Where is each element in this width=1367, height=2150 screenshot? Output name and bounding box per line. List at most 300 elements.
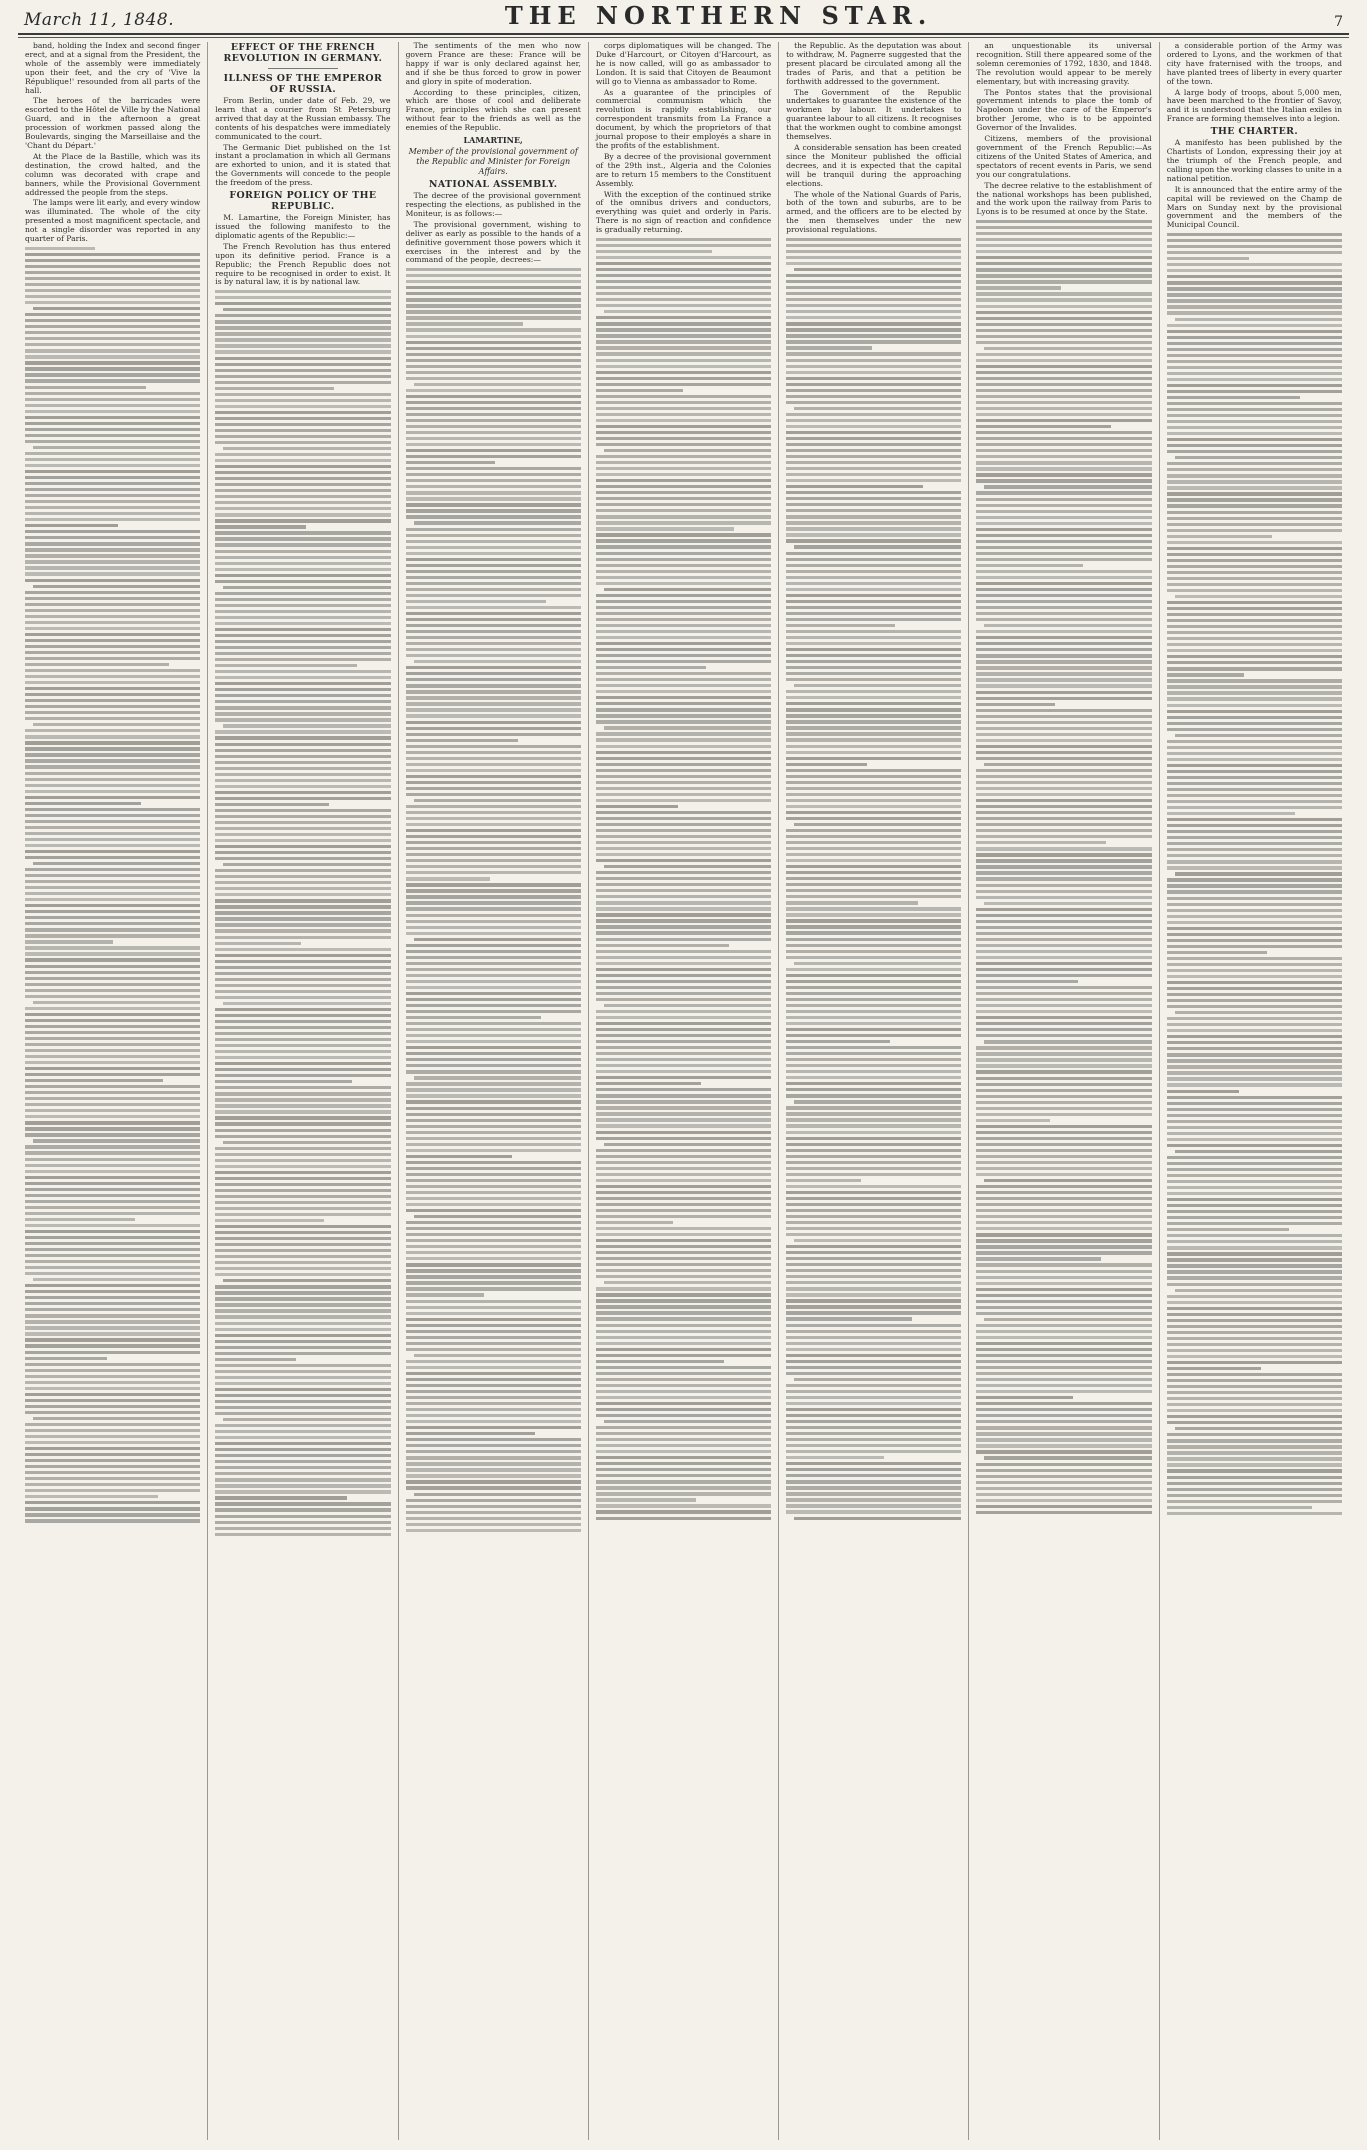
text-line [1167, 866, 1342, 869]
text-line [1167, 770, 1342, 773]
text-line [215, 887, 390, 890]
text-line [976, 805, 1151, 808]
text-line [1175, 1427, 1342, 1430]
text-line [1167, 577, 1342, 580]
text-line [33, 307, 200, 310]
text-line [786, 1179, 861, 1182]
text-line [786, 304, 961, 307]
text-line [406, 473, 581, 476]
text-line [25, 1037, 200, 1040]
text-line [786, 1402, 961, 1405]
text-line [596, 829, 771, 832]
text-line [406, 1173, 581, 1176]
text-line [215, 712, 390, 715]
text-line [786, 1040, 889, 1043]
text-line [786, 859, 961, 862]
text-line [406, 684, 581, 687]
text-line [406, 485, 581, 488]
text-line [25, 717, 200, 720]
text-line [786, 461, 961, 464]
text-line [406, 292, 581, 295]
text-line [976, 1270, 1151, 1273]
text-line [215, 562, 390, 565]
text-line [215, 1328, 390, 1331]
text-line [786, 539, 961, 542]
text-line [25, 1170, 200, 1173]
text-line [976, 859, 1151, 862]
text-line [1167, 1307, 1342, 1310]
text-line [596, 509, 771, 512]
text-line [596, 877, 771, 880]
text-line [406, 745, 581, 748]
text-line [596, 1064, 771, 1067]
text-line [215, 441, 390, 444]
text-line [406, 268, 581, 271]
text-line [596, 925, 771, 928]
text-line [215, 706, 390, 709]
text-line [786, 425, 961, 428]
text-line [406, 347, 581, 350]
text-line [406, 280, 581, 283]
text-line [1167, 1512, 1342, 1515]
text-line [406, 914, 581, 917]
text-line [596, 1348, 771, 1351]
text-line [976, 944, 1151, 947]
text-line [976, 552, 1151, 555]
text-line [25, 398, 200, 401]
text-line [1167, 685, 1342, 688]
text-line [596, 1082, 701, 1085]
text-line [596, 443, 771, 446]
text-line [215, 1086, 390, 1089]
text-line [25, 759, 200, 762]
text-line [1167, 504, 1342, 507]
text-line [406, 1402, 581, 1405]
article-paragraph: The Germanic Diet published on the 1st instant a proclamation in which all Germans are exhorted to union, and it is stated that the Governments will concede to the people the freedom of the press. [215, 142, 391, 188]
text-line [406, 1125, 581, 1128]
text-line [786, 769, 961, 772]
text-line [596, 383, 771, 386]
text-line [976, 1167, 1151, 1170]
text-line [1167, 679, 1342, 682]
column-4 [589, 42, 779, 2140]
text-line [976, 1064, 1151, 1067]
text-line [406, 980, 581, 983]
text-line [215, 1056, 390, 1059]
text-line [786, 1348, 961, 1351]
text-line [1167, 414, 1342, 417]
text-line [1167, 1059, 1342, 1062]
text-line [1167, 1301, 1342, 1304]
text-line [25, 1375, 200, 1378]
text-line [976, 1004, 1151, 1007]
text-line [25, 1224, 200, 1227]
text-line [215, 435, 390, 438]
text-line [976, 1330, 1151, 1333]
text-line [1167, 1204, 1342, 1207]
text-line [406, 787, 581, 790]
text-line [215, 1527, 390, 1530]
text-line [223, 586, 390, 589]
text-line [984, 763, 1151, 766]
text-line [1167, 1457, 1342, 1460]
text-line [786, 1384, 961, 1387]
text-line [215, 893, 390, 896]
text-line [976, 467, 1151, 470]
text-line [406, 1257, 581, 1260]
text-line [1167, 396, 1300, 399]
text-line [215, 1267, 390, 1270]
text-line [976, 1420, 1151, 1423]
text-line [596, 527, 734, 530]
text-line [406, 1293, 485, 1296]
text-line [215, 1521, 390, 1524]
text-line [406, 479, 581, 482]
text-line [976, 968, 1151, 971]
text-line [596, 570, 771, 573]
text-line [25, 1483, 200, 1486]
column-body-text [25, 247, 200, 1523]
text-line [406, 413, 581, 416]
text-line [976, 1469, 1151, 1472]
text-line [406, 654, 581, 657]
text-line [596, 690, 771, 693]
text-line [1175, 318, 1342, 321]
text-line [25, 1393, 200, 1396]
text-line [596, 1022, 771, 1025]
text-line [786, 944, 961, 947]
text-line [1167, 1029, 1342, 1032]
text-line [786, 817, 961, 820]
article-paragraph: From Berlin, under date of Feb. 29, we learn that a courier from St Petersburg arrived that day at the Russian embassy. The contents of his despatches were immediately communicated to the court. [215, 96, 391, 141]
text-line [215, 574, 390, 577]
text-line [1167, 1156, 1342, 1159]
text-line [596, 847, 771, 850]
text-line [406, 696, 581, 699]
text-line [1167, 673, 1244, 676]
text-line [215, 344, 390, 347]
text-line [1167, 1469, 1342, 1472]
text-line [1167, 1433, 1342, 1436]
text-line [596, 1197, 771, 1200]
text-line [786, 883, 961, 886]
text-line [215, 1297, 390, 1300]
text-line [786, 437, 961, 440]
text-line [215, 1026, 390, 1029]
text-line [1167, 957, 1342, 960]
text-line [596, 377, 771, 380]
text-line [976, 1209, 1151, 1212]
text-line [596, 841, 771, 844]
text-line [596, 461, 771, 464]
text-line [786, 1510, 961, 1513]
text-line [25, 1260, 200, 1263]
column-body-text [786, 238, 961, 1520]
text-line [406, 1209, 581, 1212]
text-line [1167, 1325, 1342, 1328]
text-line [215, 791, 390, 794]
text-line [596, 1486, 771, 1489]
text-line [25, 1145, 200, 1148]
text-line [1167, 1138, 1342, 1141]
text-line [1167, 697, 1342, 700]
text-line [786, 1058, 961, 1061]
text-line [25, 790, 200, 793]
text-line [215, 1364, 390, 1367]
text-line [786, 799, 961, 802]
text-line [1167, 1379, 1342, 1382]
text-line [976, 594, 1151, 597]
text-line [596, 738, 771, 741]
text-line [1167, 1445, 1342, 1448]
text-line [596, 1046, 771, 1049]
text-line [786, 310, 961, 313]
text-line [976, 1245, 1151, 1248]
text-line [215, 1213, 390, 1216]
text-line [596, 1124, 771, 1127]
text-line [25, 416, 200, 419]
text-line [596, 1517, 771, 1520]
text-line [25, 1109, 200, 1112]
text-line [1167, 619, 1342, 622]
text-line [604, 865, 771, 868]
text-line [976, 727, 1151, 730]
text-line [596, 1390, 771, 1393]
text-line [25, 506, 200, 509]
text-line [406, 1197, 581, 1200]
text-line [596, 298, 771, 301]
text-line [406, 642, 581, 645]
text-line [414, 1493, 581, 1496]
text-line [596, 250, 712, 253]
text-line [976, 1016, 1151, 1019]
text-line [786, 913, 961, 916]
text-line [786, 998, 961, 1001]
text-line [786, 473, 961, 476]
text-line [406, 1281, 581, 1284]
text-line [25, 850, 200, 853]
text-line [406, 1499, 581, 1502]
text-line [596, 1088, 771, 1091]
text-line [406, 1143, 581, 1146]
text-line [786, 316, 961, 319]
text-line [976, 1505, 1151, 1508]
text-line [25, 295, 200, 298]
text-line [976, 1089, 1151, 1092]
text-line [794, 1100, 961, 1103]
text-line [25, 645, 200, 648]
text-line [406, 1010, 581, 1013]
text-line [215, 1322, 390, 1325]
text-line [406, 310, 581, 313]
text-line [406, 1191, 581, 1194]
text-line [596, 817, 771, 820]
text-line [1175, 734, 1342, 737]
text-line [215, 483, 390, 486]
text-line [1167, 299, 1342, 302]
text-line [25, 1314, 200, 1317]
text-line [786, 1414, 961, 1417]
text-line [25, 1284, 200, 1287]
text-line [215, 1508, 390, 1511]
text-line [976, 274, 1151, 277]
text-line [215, 1478, 390, 1481]
article-paragraph: Citizens, members of the provisional government of the French Republic:—As citizens of the United States of America, and spectators of recent events in Paris, we send you our congratulations. [976, 134, 1152, 179]
text-line [406, 1107, 581, 1110]
text-line [406, 1474, 581, 1477]
text-line [596, 503, 771, 506]
text-line [1167, 1361, 1342, 1364]
text-line [984, 347, 1151, 350]
text-line [596, 901, 771, 904]
text-line [596, 1034, 771, 1037]
text-line [984, 1318, 1151, 1321]
text-line [1167, 1174, 1342, 1177]
text-line [215, 845, 390, 848]
text-line [1167, 643, 1342, 646]
text-line [215, 531, 390, 534]
text-line [215, 923, 390, 926]
text-line [25, 1495, 158, 1498]
text-line [786, 871, 961, 874]
text-line [406, 588, 581, 591]
text-line [976, 1408, 1151, 1411]
text-line [25, 922, 200, 925]
text-line [25, 651, 200, 654]
text-line [976, 1390, 1151, 1393]
text-line [596, 1372, 771, 1375]
text-line [215, 1334, 390, 1337]
text-line [1167, 336, 1342, 339]
text-line [596, 1330, 771, 1333]
text-line [406, 1070, 581, 1073]
text-line [25, 778, 200, 781]
text-line [25, 1085, 200, 1088]
text-line [1167, 1258, 1342, 1261]
text-line [406, 1456, 581, 1459]
text-line [976, 811, 1151, 814]
text-line [1167, 776, 1342, 779]
text-line [786, 612, 961, 615]
text-line [215, 1346, 390, 1349]
text-line [976, 914, 1151, 917]
text-line [1167, 408, 1342, 411]
text-line [1167, 348, 1342, 351]
text-line [786, 1311, 961, 1314]
text-line [215, 405, 390, 408]
text-line [406, 763, 581, 766]
text-line [406, 371, 581, 374]
text-line [406, 1155, 513, 1158]
text-line [976, 588, 1151, 591]
text-line [976, 443, 1151, 446]
text-line [406, 1414, 581, 1417]
text-line [596, 1498, 696, 1501]
text-line [786, 835, 961, 838]
text-line [215, 767, 390, 770]
text-line [976, 250, 1151, 253]
text-line [976, 908, 1151, 911]
text-line [406, 932, 581, 935]
text-line [25, 1049, 200, 1052]
text-line [1167, 728, 1342, 731]
text-line [25, 253, 200, 256]
text-line [25, 1399, 200, 1402]
text-line [215, 694, 390, 697]
text-line [406, 1318, 581, 1321]
text-line [33, 1278, 200, 1281]
text-line [786, 1118, 961, 1121]
text-line [976, 1070, 1151, 1073]
text-line [406, 1287, 581, 1290]
text-line [1167, 1192, 1342, 1195]
text-line [215, 1412, 390, 1415]
text-line [596, 775, 771, 778]
text-line [33, 446, 200, 449]
text-line [1167, 1476, 1342, 1479]
text-line [596, 467, 771, 470]
text-line [596, 956, 771, 959]
text-line [1167, 1343, 1342, 1346]
text-line [596, 835, 771, 838]
text-line [1167, 607, 1342, 610]
text-line [406, 690, 581, 693]
text-line [223, 863, 390, 866]
text-line [406, 1113, 581, 1116]
text-line [25, 361, 200, 364]
text-line [406, 1149, 581, 1152]
text-line [25, 271, 200, 274]
text-line [786, 1492, 961, 1495]
text-line [976, 871, 1151, 874]
text-line [215, 718, 390, 721]
text-line [596, 1155, 771, 1158]
text-line [596, 1167, 771, 1170]
text-line [25, 512, 200, 515]
text-line [976, 1052, 1151, 1055]
text-line [596, 968, 771, 971]
text-line [215, 972, 390, 975]
text-line [786, 787, 961, 790]
text-line [1167, 649, 1342, 652]
text-line [596, 1106, 771, 1109]
section-heading: EFFECT OF THE FRENCH REVOLUTION IN GERMANY. [223, 42, 383, 64]
text-line [25, 705, 200, 708]
text-line [596, 1384, 771, 1387]
text-line [223, 1141, 390, 1144]
text-line [596, 992, 771, 995]
text-line [25, 977, 200, 980]
text-line [786, 1330, 961, 1333]
text-line [596, 998, 771, 1001]
text-line [786, 491, 961, 494]
text-line [1167, 1295, 1342, 1298]
text-line [976, 516, 1151, 519]
text-line [1167, 360, 1342, 363]
text-line [596, 455, 771, 458]
text-line [786, 552, 961, 555]
text-line [215, 833, 390, 836]
text-line [25, 693, 200, 696]
text-line [1167, 951, 1267, 954]
text-line [596, 413, 771, 416]
text-line [596, 437, 771, 440]
text-line [215, 302, 390, 305]
text-line [1167, 818, 1342, 821]
text-line [596, 1257, 771, 1260]
text-line [976, 1113, 1151, 1116]
article-paragraph: The heroes of the barricades were escorted to the Hôtel de Ville by the National Guard, and in the afternoon a great procession of workmen passed along the Boulevards, singing the Marseillaise and the 'Chant du Départ.' [25, 96, 201, 150]
